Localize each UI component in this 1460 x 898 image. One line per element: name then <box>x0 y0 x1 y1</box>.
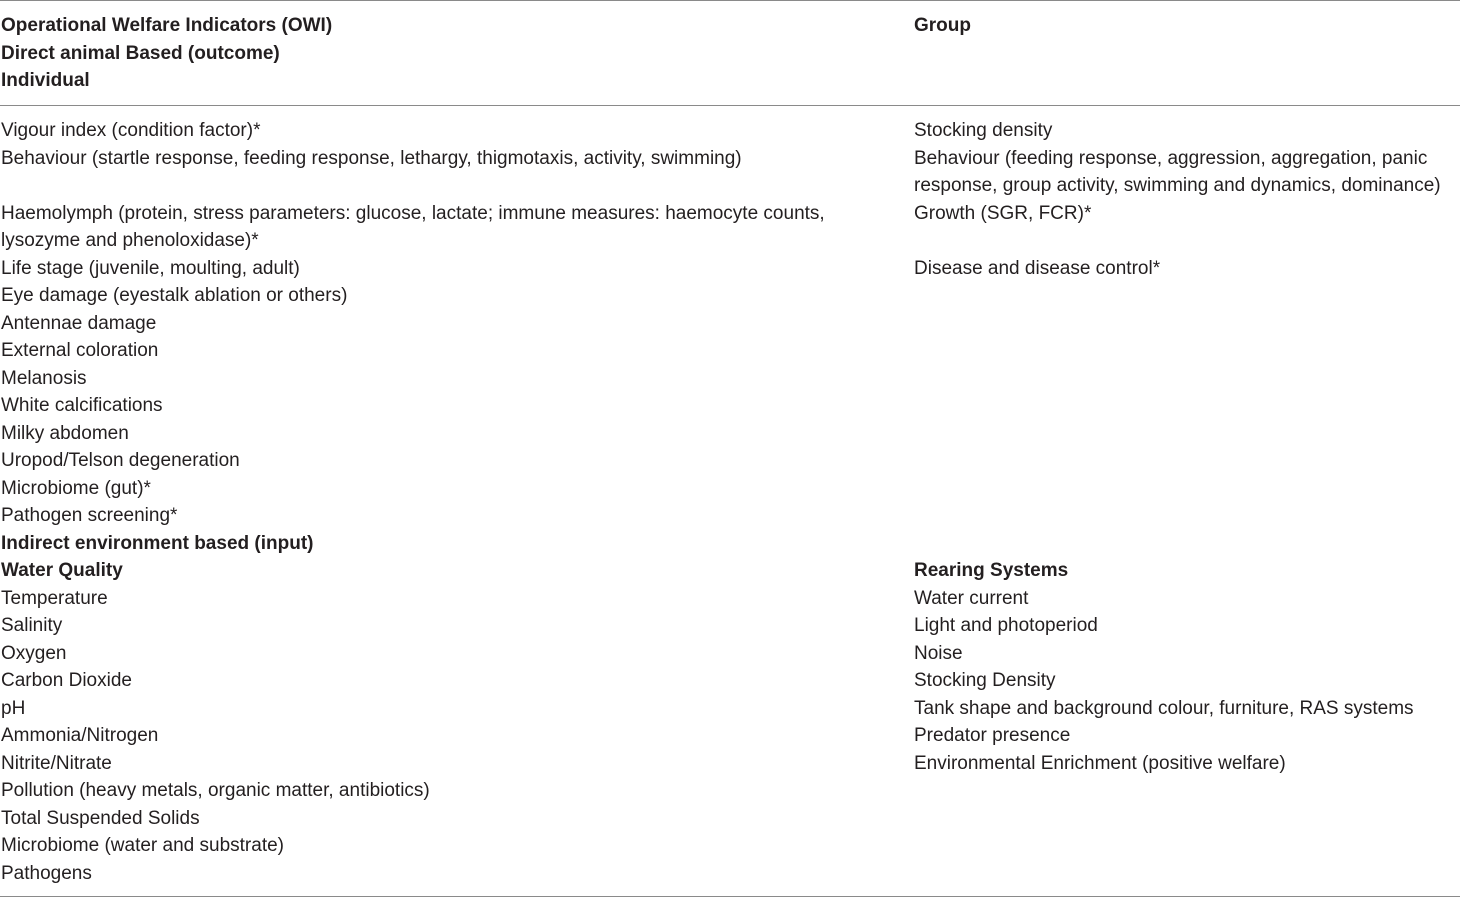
row-spacer <box>914 502 1460 530</box>
list-item: Microbiome (gut)* <box>1 477 151 499</box>
row-spacer <box>914 392 1460 420</box>
list-item: Uropod/Telson degeneration <box>1 450 240 471</box>
list-item: Eye damage (eyestalk ablation or others) <box>1 285 348 306</box>
list-item: Predator presence <box>914 725 1071 746</box>
rearing-systems-heading: Rearing Systems <box>914 560 1069 581</box>
list-item: Salinity <box>1 615 63 636</box>
list-item: Total Suspended Solids <box>1 807 200 829</box>
list-item: Carbon Dioxide <box>1 670 132 691</box>
row-spacer <box>1 172 896 200</box>
list-item: Environmental Enrichment (positive welfare) <box>914 752 1286 774</box>
list-item: Pollution (heavy metals, organic matter, antibiotics) <box>1 780 430 801</box>
right-column <box>914 117 1460 777</box>
list-item: Life stage (juvenile, moulting, adult) <box>1 257 300 279</box>
list-item: Temperature <box>1 587 108 609</box>
water-quality-heading: Water Quality <box>1 560 123 581</box>
list-item: pH <box>1 697 26 719</box>
list-item: Light and photoperiod <box>914 615 1098 636</box>
row-spacer <box>914 365 1460 393</box>
list-item: Oxygen <box>1 642 67 664</box>
row-spacer <box>914 420 1460 448</box>
left-column <box>1 117 896 887</box>
header-left <box>1 12 896 95</box>
row-spacer <box>914 282 1460 310</box>
list-item: Nitrite/Nitrate <box>1 752 112 774</box>
list-item: Vigour index (condition factor)* <box>1 120 261 141</box>
list-item: Tank shape and background colour, furniture, RAS systems <box>914 697 1414 719</box>
header-column-group: Group <box>914 15 971 36</box>
list-item: Growth (SGR, FCR)* <box>914 202 1092 224</box>
list-item: Milky abdomen <box>1 422 129 444</box>
list-item: Water current <box>914 587 1029 609</box>
list-item: Melanosis <box>1 367 87 389</box>
list-item: Microbiome (water and substrate) <box>1 835 284 856</box>
row-spacer <box>914 310 1460 338</box>
row-spacer <box>914 227 1460 255</box>
list-item: Behaviour (startle response, feeding response, lethargy, thigmotaxis, activity, swimming) <box>1 147 742 169</box>
list-item: Antennae damage <box>1 312 157 334</box>
list-item: Noise <box>914 642 963 664</box>
list-item: Disease and disease control* <box>914 257 1161 279</box>
table-top-rule <box>0 0 1460 1</box>
indirect-environment-heading: Indirect environment based (input) <box>1 532 314 554</box>
header-title-owi: Operational Welfare Indicators (OWI) <box>1 15 333 36</box>
list-item: Haemolymph (protein, stress parameters: glucose, lactate; immune measures: haemocyte counts, lysozyme and phenoloxidase)* <box>1 202 825 251</box>
list-item: Behaviour (feeding response, aggression, aggregation, panic response, group activity, swimming and dynamics, dominance) <box>914 147 1441 196</box>
row-spacer <box>914 530 1460 558</box>
header-subtitle-direct: Direct animal Based (outcome) <box>1 42 280 64</box>
row-spacer <box>914 337 1460 365</box>
header-right <box>914 12 1460 40</box>
table-bottom-rule <box>0 896 1460 897</box>
row-spacer <box>914 447 1460 475</box>
header-column-individual: Individual <box>1 70 90 91</box>
list-item: Pathogens <box>1 862 92 884</box>
list-item: Stocking density <box>914 120 1053 141</box>
row-spacer <box>914 475 1460 503</box>
list-item: Stocking Density <box>914 670 1056 691</box>
list-item: White calcifications <box>1 395 163 416</box>
list-item: External coloration <box>1 340 159 361</box>
header-bottom-rule <box>0 105 1460 106</box>
list-item: Ammonia/Nitrogen <box>1 725 159 746</box>
list-item: Pathogen screening* <box>1 505 178 526</box>
